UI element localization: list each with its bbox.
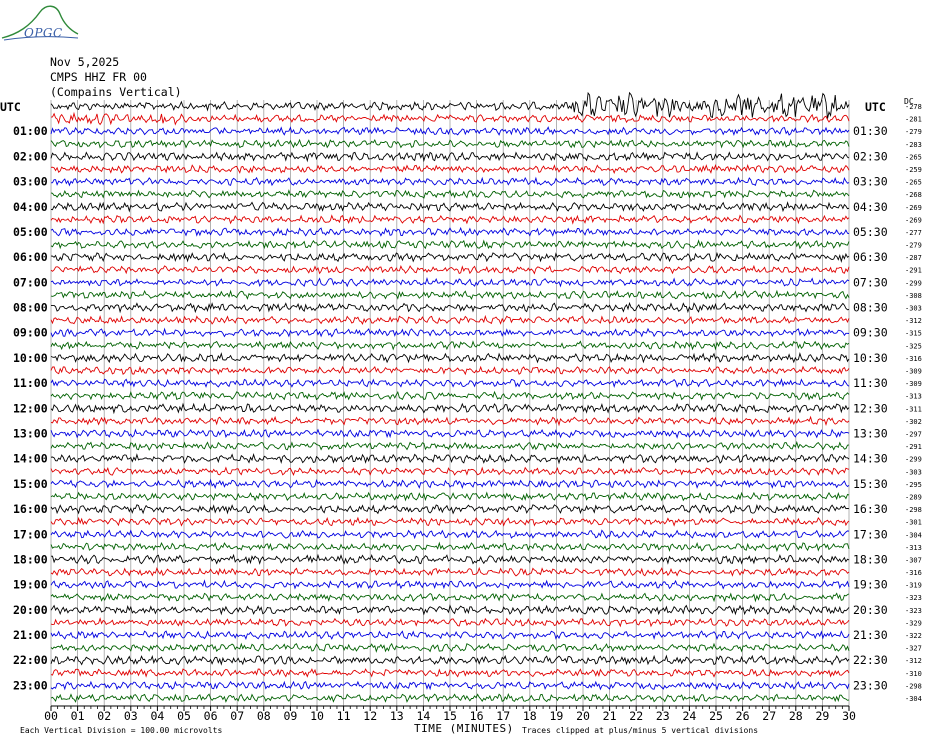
footer-clip-note: Traces clipped at plus/minus 5 vertical divisions	[522, 726, 759, 735]
dc-offset-label: -268	[905, 191, 922, 200]
dc-offset-label: -316	[905, 354, 922, 363]
x-tick-label: 21	[602, 709, 617, 723]
x-tick-label: 08	[256, 709, 271, 723]
right-hour-label: 12:30	[853, 401, 888, 416]
right-hour-label: 15:30	[853, 476, 888, 491]
dc-offset-label: -312	[905, 317, 922, 326]
dc-offset-label: -315	[905, 329, 922, 338]
location-label: (Compains Vertical)	[50, 85, 182, 99]
dc-offset-label: -327	[905, 644, 922, 653]
right-hour-label: 21:30	[853, 628, 888, 643]
left-hour-label: 12:00	[13, 401, 48, 416]
x-tick-label: 01	[70, 709, 85, 723]
x-tick-label: 19	[549, 709, 564, 723]
dc-offset-label: -313	[905, 543, 922, 552]
left-hour-label: 09:00	[13, 325, 48, 340]
left-hour-label: 02:00	[13, 149, 48, 164]
dc-offset-label: -265	[905, 178, 922, 187]
dc-offset-label: -307	[905, 556, 922, 565]
x-tick-label: 28	[788, 709, 803, 723]
dc-offset-label: -311	[905, 405, 922, 414]
dc-offset-label: -310	[905, 669, 922, 678]
right-hour-label: 09:30	[853, 325, 888, 340]
dc-offset-label: -319	[905, 581, 922, 590]
dc-offset-label: -329	[905, 619, 922, 628]
dc-offset-label: -265	[905, 153, 922, 162]
left-hour-label: 10:00	[13, 350, 48, 365]
left-hour-label: 23:00	[13, 678, 48, 693]
left-hour-label: 06:00	[13, 250, 48, 265]
left-hour-label: 15:00	[13, 476, 48, 491]
x-axis-title: TIME (MINUTES)	[414, 722, 514, 735]
dc-offset-label: -278	[905, 103, 922, 111]
dc-offset-label: -313	[905, 392, 922, 401]
x-tick-label: 18	[522, 709, 537, 723]
left-hour-label: 13:00	[13, 426, 48, 441]
left-hour-label: 22:00	[13, 653, 48, 668]
right-hour-label: 04:30	[853, 199, 888, 214]
x-tick-label: 10	[310, 709, 324, 723]
left-utc-title: UTC	[0, 100, 21, 114]
dc-scale-title: DC	[904, 97, 914, 106]
dc-offset-label: -269	[905, 216, 922, 225]
dc-offset-label: -281	[905, 115, 922, 124]
right-hour-label: 17:30	[853, 527, 888, 542]
right-hour-label: 19:30	[853, 577, 888, 592]
x-tick-label: 03	[123, 709, 138, 723]
right-hour-label: 05:30	[853, 224, 888, 239]
dc-offset-label: -298	[905, 506, 922, 515]
left-hour-label: 04:00	[13, 199, 48, 214]
dc-offset-label: -303	[905, 304, 922, 313]
left-hour-label: 18:00	[13, 552, 48, 567]
x-tick-label: 27	[762, 709, 777, 723]
x-tick-label: 00	[44, 709, 58, 723]
dc-offset-label: -322	[905, 632, 922, 641]
right-hour-label: 03:30	[853, 174, 888, 189]
left-hour-label: 07:00	[13, 275, 48, 290]
x-tick-label: 16	[469, 709, 484, 723]
left-hour-label: 20:00	[13, 602, 48, 617]
dc-offset-label: -312	[905, 657, 922, 666]
x-tick-label: 22	[629, 709, 644, 723]
right-hour-label: 23:30	[853, 678, 888, 693]
dc-offset-label: -289	[905, 493, 922, 502]
right-hour-label: 06:30	[853, 250, 888, 265]
logo-text: OPGC	[24, 26, 63, 40]
dc-offset-label: -308	[905, 291, 922, 300]
dc-offset-label: -279	[905, 241, 922, 250]
dc-offset-label: -299	[905, 279, 922, 288]
dc-offset-label: -323	[905, 594, 922, 603]
dc-offset-label: -259	[905, 165, 922, 174]
dc-offset-label: -283	[905, 140, 922, 149]
dc-offset-label: -295	[905, 480, 922, 489]
dc-offset-label: -309	[905, 380, 922, 389]
x-tick-label: 11	[336, 709, 351, 723]
left-hour-label: 19:00	[13, 577, 48, 592]
dc-offset-label: -302	[905, 417, 922, 426]
dc-offset-label: -291	[905, 443, 922, 452]
dc-offset-label: -304	[905, 695, 922, 703]
station-label: CMPS HHZ FR 00	[50, 70, 147, 84]
right-hour-label: 10:30	[853, 350, 888, 365]
x-tick-label: 02	[97, 709, 112, 723]
x-tick-label: 04	[150, 709, 165, 723]
dc-offset-label: -301	[905, 518, 922, 527]
dc-offset-label: -277	[905, 228, 922, 237]
x-tick-label: 14	[416, 709, 431, 723]
dc-offset-label: -291	[905, 266, 922, 275]
dc-offset-label: -323	[905, 606, 922, 615]
left-hour-label: 14:00	[13, 451, 48, 466]
x-tick-label: 20	[576, 709, 590, 723]
dc-offset-label: -269	[905, 203, 922, 212]
left-hour-label: 05:00	[13, 224, 48, 239]
dc-offset-label: -287	[905, 254, 922, 263]
dc-offset-label: -298	[905, 682, 922, 691]
x-tick-label: 12	[363, 709, 378, 723]
x-tick-label: 30	[842, 709, 856, 723]
left-hour-label: 01:00	[13, 124, 48, 139]
x-tick-label: 26	[735, 709, 750, 723]
right-hour-label: 07:30	[853, 275, 888, 290]
left-hour-label: 17:00	[13, 527, 48, 542]
left-hour-label: 21:00	[13, 628, 48, 643]
right-hour-label: 18:30	[853, 552, 888, 567]
right-hour-label: 20:30	[853, 602, 888, 617]
x-tick-label: 06	[203, 709, 218, 723]
x-tick-label: 09	[283, 709, 298, 723]
left-hour-label: 16:00	[13, 502, 48, 517]
right-utc-title: UTC	[865, 100, 886, 114]
dc-offset-label: -299	[905, 455, 922, 464]
x-tick-label: 07	[230, 709, 245, 723]
x-tick-label: 23	[655, 709, 670, 723]
right-hour-label: 14:30	[853, 451, 888, 466]
x-tick-label: 17	[496, 709, 511, 723]
left-hour-label: 03:00	[13, 174, 48, 189]
dc-offset-label: -297	[905, 430, 922, 439]
footer-scale-note: Each Vertical Division = 100.00 microvolts	[20, 726, 223, 735]
right-hour-label: 01:30	[853, 124, 888, 139]
right-hour-label: 13:30	[853, 426, 888, 441]
right-hour-label: 16:30	[853, 502, 888, 517]
left-hour-label: 08:00	[13, 300, 48, 315]
x-tick-label: 13	[389, 709, 404, 723]
x-tick-label: 29	[815, 709, 830, 723]
right-hour-label: 22:30	[853, 653, 888, 668]
dc-offset-label: -304	[905, 531, 922, 540]
dc-offset-label: -309	[905, 367, 922, 376]
x-tick-label: 05	[177, 709, 191, 723]
x-tick-label: 15	[443, 709, 457, 723]
dc-offset-label: -325	[905, 342, 922, 351]
dc-offset-label: -316	[905, 569, 922, 578]
right-hour-label: 08:30	[853, 300, 888, 315]
dc-offset-label: -279	[905, 128, 922, 137]
right-hour-label: 11:30	[853, 376, 888, 391]
x-tick-label: 24	[682, 709, 697, 723]
dc-offset-label: -303	[905, 468, 922, 477]
right-hour-label: 02:30	[853, 149, 888, 164]
date-label: Nov 5,2025	[50, 55, 120, 69]
left-hour-label: 11:00	[13, 376, 48, 391]
x-tick-label: 25	[709, 709, 723, 723]
